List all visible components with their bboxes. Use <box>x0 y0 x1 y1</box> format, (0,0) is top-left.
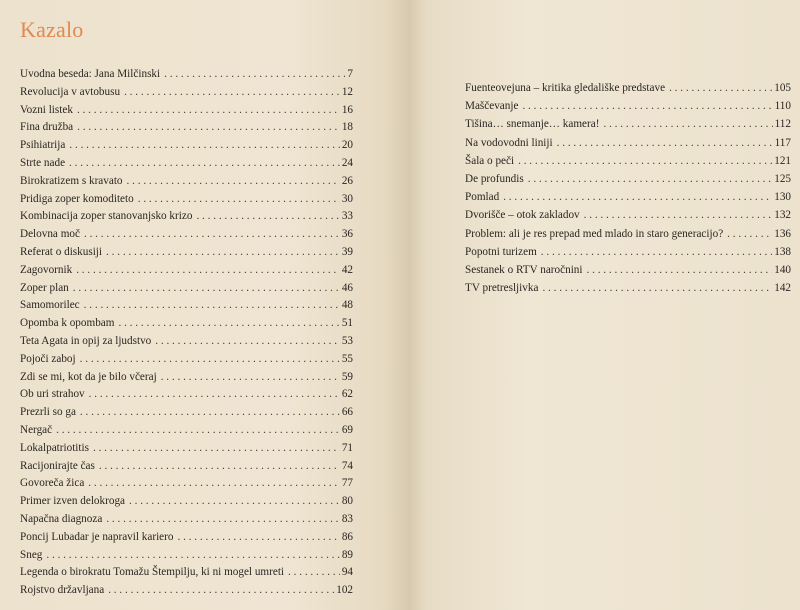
toc-entry-title: Strte nade <box>20 156 66 169</box>
dot-leader <box>108 582 334 600</box>
toc-entry-title: Zdi se mi, kot da je bilo včeraj <box>20 370 157 383</box>
toc-entry <box>20 226 353 244</box>
toc-list-left <box>20 66 353 600</box>
toc-entry-page: 125 <box>774 172 791 185</box>
toc-entry-page: 26 <box>341 174 353 187</box>
toc-entry-page: 59 <box>341 370 353 383</box>
toc-entry-page: 46 <box>341 281 353 294</box>
toc-entry-title: Racijonirajte čas <box>20 459 95 472</box>
dot-leader <box>93 440 340 458</box>
toc-entry-page: 102 <box>336 584 353 597</box>
dot-leader <box>584 206 773 224</box>
toc-entry-title: TV pretresljivka <box>465 282 539 295</box>
dot-leader <box>727 225 772 243</box>
dot-leader <box>155 333 340 351</box>
toc-entry-title: Sneg <box>20 548 43 561</box>
toc-entry <box>20 529 353 547</box>
toc-entry-page: 51 <box>341 317 353 330</box>
dot-leader <box>84 226 340 244</box>
toc-entry <box>20 475 353 493</box>
toc-entry-title: Zoper plan <box>20 281 69 294</box>
toc-entry <box>20 244 353 262</box>
toc-entry-title: Psihiatrija <box>20 139 66 152</box>
dot-leader <box>84 297 340 315</box>
toc-entry <box>20 493 353 511</box>
toc-entry-page: 117 <box>774 136 791 149</box>
toc-entry-title: Legenda o birokratu Tomažu Štempilju, ki ni mogel umreti <box>20 566 285 579</box>
toc-entry-title: Referat o diskusiji <box>20 245 103 258</box>
toc-entry <box>20 191 353 209</box>
toc-entry-page: 142 <box>774 282 791 295</box>
toc-entry-title: Opomba k opombam <box>20 317 115 330</box>
toc-entry-page: 62 <box>341 388 353 401</box>
toc-entry <box>465 206 791 224</box>
toc-entry-page: 16 <box>341 103 353 116</box>
toc-entry-title: Birokratizem s kravato <box>20 174 123 187</box>
dot-leader <box>106 244 340 262</box>
toc-entry <box>465 115 791 133</box>
toc-entry <box>465 134 791 152</box>
dot-leader <box>669 79 772 97</box>
toc-entry-title: Fuenteovejuna – kritika gledališke predstave <box>465 82 666 94</box>
toc-entry-title: Teta Agata in opij za ljudstvo <box>20 334 152 347</box>
page-title: Kazalo <box>20 17 84 42</box>
toc-entry-title: Popotni turizem <box>465 245 537 258</box>
toc-entry-page: 18 <box>341 121 353 134</box>
toc-entry-title: Dvorišče – otok zakladov <box>465 209 580 222</box>
toc-entry-title: Nergač <box>20 423 53 436</box>
toc-entry-page: 80 <box>341 495 353 508</box>
dot-leader <box>528 170 772 188</box>
toc-entry-page: 7 <box>347 68 353 80</box>
toc-entry <box>20 102 353 120</box>
toc-entry <box>465 188 791 206</box>
toc-entry <box>20 208 353 226</box>
toc-entry-page: 12 <box>341 85 353 98</box>
toc-entry <box>465 225 791 243</box>
toc-entry-page: 20 <box>341 139 353 152</box>
toc-entry <box>20 66 353 84</box>
toc-entry-title: Samomorilec <box>20 299 80 312</box>
dot-leader <box>196 208 339 226</box>
toc-entry-page: 83 <box>341 512 353 525</box>
toc-entry-page: 48 <box>341 299 353 312</box>
dot-leader <box>76 262 340 280</box>
toc-entry <box>20 404 353 422</box>
toc-entry-page: 33 <box>341 210 353 223</box>
dot-leader <box>77 119 340 137</box>
toc-entry <box>20 137 353 155</box>
toc-entry-title: Lokalpatriotitis <box>20 441 89 454</box>
toc-entry-title: Pojoči zaboj <box>20 352 76 365</box>
toc-entry-page: 39 <box>341 245 353 258</box>
toc-entry <box>20 386 353 404</box>
dot-leader <box>69 155 340 173</box>
toc-entry-title: Problem: ali je res prepad med mlado in staro generacijo? <box>465 227 724 240</box>
dot-leader <box>503 188 772 206</box>
dot-leader <box>557 134 773 152</box>
dot-leader <box>88 475 340 493</box>
toc-entry-page: 136 <box>774 227 791 240</box>
dot-leader <box>106 511 340 529</box>
toc-entry-title: Fina družba <box>20 121 74 134</box>
toc-entry-title: Poncij Lubadar je napravil kariero <box>20 530 174 543</box>
toc-entry-page: 69 <box>341 423 353 436</box>
toc-entry-page: 105 <box>774 82 791 94</box>
toc-entry <box>20 440 353 458</box>
toc-entry-title: Sestanek o RTV naročnini <box>465 263 583 276</box>
dot-leader <box>127 173 340 191</box>
toc-entry-title: Na vodovodni liniji <box>465 136 553 149</box>
dot-leader <box>164 66 345 84</box>
toc-entry-page: 55 <box>341 352 353 365</box>
dot-leader <box>288 564 340 582</box>
dot-leader <box>138 191 340 209</box>
dot-leader <box>89 386 340 404</box>
toc-entry-page: 42 <box>341 263 353 276</box>
toc-entry-title: Tišina… snemanje… kamera! <box>465 118 600 131</box>
toc-entry-title: Primer izven delokroga <box>20 495 126 508</box>
dot-leader <box>542 279 772 297</box>
toc-entry <box>20 369 353 387</box>
toc-entry-page: 86 <box>341 530 353 543</box>
dot-leader <box>522 97 772 115</box>
toc-entry-title: Napačna diagnoza <box>20 512 103 525</box>
toc-entry-title: Maščevanje <box>465 100 519 113</box>
toc-entry <box>20 262 353 280</box>
toc-entry-title: Govoreča žica <box>20 477 85 490</box>
toc-entry <box>20 173 353 191</box>
toc-entry-title: Zagovornik <box>20 263 73 276</box>
toc-entry <box>20 458 353 476</box>
dot-leader <box>541 243 772 261</box>
toc-entry-page: 36 <box>341 228 353 241</box>
toc-entry-title: Rojstvo državljana <box>20 584 105 597</box>
toc-entry <box>20 422 353 440</box>
toc-entry-title: Pomlad <box>465 191 500 204</box>
toc-entry-page: 132 <box>774 209 791 222</box>
toc-entry-page: 30 <box>341 192 353 205</box>
toc-entry-title: Pridiga zoper komoditeto <box>20 192 134 205</box>
dot-leader <box>69 137 339 155</box>
dot-leader <box>73 280 340 298</box>
dot-leader <box>177 529 339 547</box>
toc-entry <box>20 297 353 315</box>
toc-entry-page: 53 <box>341 334 353 347</box>
dot-leader <box>80 404 340 422</box>
toc-entry <box>465 243 791 261</box>
toc-entry-page: 77 <box>341 477 353 490</box>
toc-entry <box>20 564 353 582</box>
dot-leader <box>80 351 340 369</box>
toc-entry-page: 74 <box>341 459 353 472</box>
toc-entry-page: 138 <box>774 245 791 258</box>
toc-entry-page: 66 <box>341 406 353 419</box>
toc-entry <box>20 351 353 369</box>
dot-leader <box>77 102 340 120</box>
toc-entry-page: 24 <box>341 156 353 169</box>
toc-entry-title: Vozni listek <box>20 103 73 116</box>
toc-entry <box>465 97 791 115</box>
toc-entry <box>20 155 353 173</box>
toc-entry <box>465 79 791 97</box>
toc-entry <box>20 280 353 298</box>
dot-leader <box>46 547 339 565</box>
toc-entry-title: De profundis <box>465 172 524 185</box>
dot-leader <box>56 422 340 440</box>
dot-leader <box>99 458 340 476</box>
toc-entry-page: 140 <box>774 263 791 276</box>
toc-entry-title: Revolucija v avtobusu <box>20 85 121 98</box>
dot-leader <box>603 115 772 133</box>
toc-entry <box>465 170 791 188</box>
dot-leader <box>124 84 340 102</box>
toc-entry <box>20 84 353 102</box>
toc-entry-title: Ob uri strahov <box>20 388 85 401</box>
toc-entry-title: Uvodna beseda: Jana Milčinski <box>20 68 161 80</box>
toc-entry <box>20 315 353 333</box>
toc-entry <box>20 333 353 351</box>
toc-entry <box>20 582 353 600</box>
toc-entry <box>465 152 791 170</box>
dot-leader <box>129 493 340 511</box>
toc-entry-title: Kombinacija zoper stanovanjsko krizo <box>20 210 193 223</box>
dot-leader <box>587 261 773 279</box>
toc-entry-page: 94 <box>341 566 353 579</box>
toc-entry-page: 130 <box>774 191 791 204</box>
toc-list-right <box>465 79 791 297</box>
dot-leader <box>161 369 340 387</box>
dot-leader <box>518 152 772 170</box>
toc-entry <box>20 547 353 565</box>
toc-entry-title: Šala o peči <box>465 154 515 167</box>
toc-entry-page: 89 <box>341 548 353 561</box>
dot-leader <box>118 315 339 333</box>
toc-entry <box>465 279 791 297</box>
toc-entry <box>20 511 353 529</box>
toc-entry-page: 112 <box>774 118 791 131</box>
toc-entry <box>465 261 791 279</box>
toc-entry-title: Prezrli so ga <box>20 406 76 419</box>
toc-entry-title: Delovna moč <box>20 228 80 241</box>
toc-entry <box>20 119 353 137</box>
toc-entry-page: 121 <box>774 154 791 167</box>
toc-entry-page: 110 <box>774 100 791 113</box>
toc-entry-page: 71 <box>341 441 353 454</box>
